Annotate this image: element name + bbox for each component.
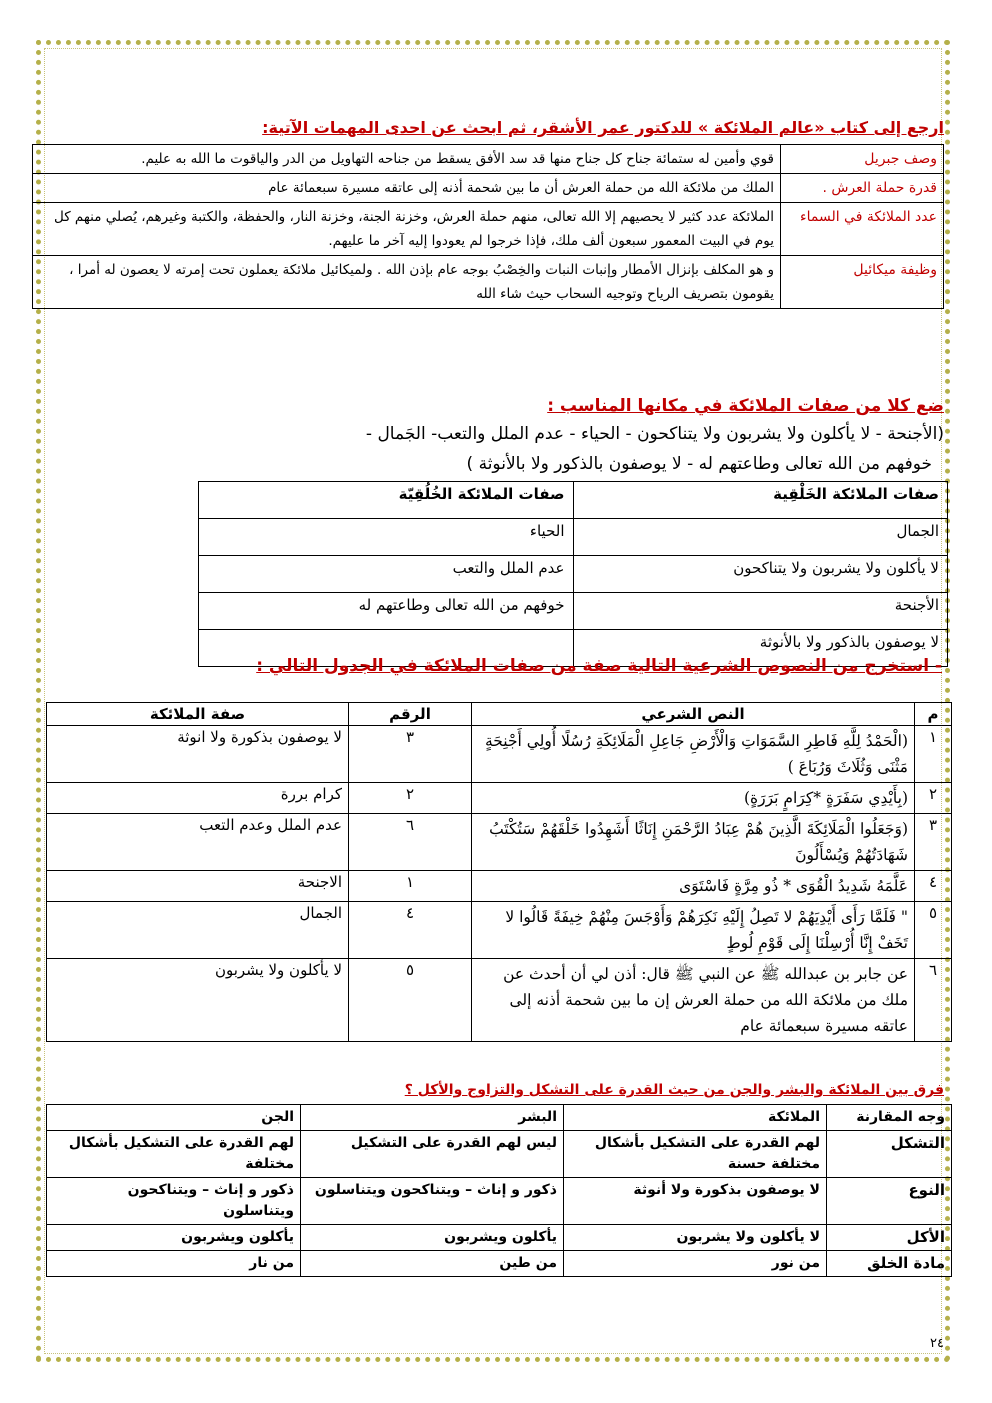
angels-cell: لا يأكلون ولا يشربون: [564, 1225, 827, 1251]
khuluqiya-trait: خوفهم من الله تعالى وطاعتهم له: [199, 593, 574, 630]
research-table: [32, 144, 944, 309]
angel-trait: الاجنحة: [47, 871, 349, 902]
table-row: [47, 959, 952, 1042]
table-row: [47, 814, 952, 871]
section4-heading: فرق بين الملائكة والبشر والجن من حيث القدرة على التشكل والتزاوج والأكل ؟: [404, 1082, 944, 1098]
section2-heading: ضع كلا من صفات الملائكة في مكانها المناسب :: [547, 396, 944, 416]
angels-cell: لا يوصفون بذكورة ولا أنوثة: [564, 1178, 827, 1225]
table-row: [47, 783, 952, 814]
table-row: [33, 174, 944, 203]
khalqiya-trait: الأجنحة: [573, 593, 948, 630]
col-khalqiya-header: صفات الملائكة الخَلْقِية: [573, 482, 948, 519]
jinn-cell: ذكور و إناث – ويتناكحون ويتناسلون: [47, 1178, 301, 1225]
sharia-text: عَلَّمَهُ شَدِيدُ الْقُوَى * ذُو مِرَّةٍ فَاسْتَوَى: [472, 871, 915, 902]
khuluqiya-trait: الحياء: [199, 519, 574, 556]
angel-trait: كرام بررة: [47, 783, 349, 814]
angel-trait: عدم الملل وعدم التعب: [47, 814, 349, 871]
angels-cell: من نور: [564, 1251, 827, 1277]
sharia-text: عن جابر بن عبدالله ﷺ عن النبي ﷺ قال: أذن لي أن أحدث عن ملك من ملائكة الله من حملة العرش إن ما بين شحمة أذنه إلى عاتقه مسيرة سبعمائة عام: [472, 959, 915, 1042]
section1-heading: ارجع إلى كتاب «عالم الملائكة » للدكتور عمر الأشقر، ثم ابحث عن احدى المهمات الآتية:: [262, 118, 944, 137]
col-trait-header: صفة الملائكة: [47, 703, 349, 726]
texts-table: [46, 702, 952, 1042]
table-row: [47, 871, 952, 902]
khalqiya-trait: لا يأكلون ولا يشربون ولا يتناكحون: [573, 556, 948, 593]
row-index: ٥: [915, 902, 952, 959]
table-row: [47, 1131, 952, 1178]
page-number: ٢٤: [930, 1336, 944, 1351]
research-answer: و هو المكلف بإنزال الأمطار وإنبات النبات والخِصْبُ بوجه عام بإذن الله . ولميكائيل ملائكة يعملون تحت إمرته لا يعصون له أمرا ، يقومون بتصريف الرياح وتوجيه السحاب حيث شاء الله: [33, 256, 781, 309]
col-m-header: م: [915, 703, 952, 726]
table-row: [47, 726, 952, 783]
humans-cell: من طين: [301, 1251, 564, 1277]
col-jinn-header: الجن: [47, 1105, 301, 1131]
angel-trait: الجمال: [47, 902, 349, 959]
row-index: ٢: [915, 783, 952, 814]
khalqiya-trait: الجمال: [573, 519, 948, 556]
answer-number: ٦: [349, 814, 472, 871]
jinn-cell: من نار: [47, 1251, 301, 1277]
angels-cell: لهم القدرة على التشكيل بأشكال مختلفة حسنة: [564, 1131, 827, 1178]
traits-classification-table: [198, 481, 948, 667]
answer-number: ٢: [349, 783, 472, 814]
table-row: [47, 902, 952, 959]
col-text-header: النص الشرعي: [472, 703, 915, 726]
research-topic: وصف جبريل: [781, 145, 944, 174]
humans-cell: ذكور و إناث – ويتناكحون ويتناسلون: [301, 1178, 564, 1225]
research-topic: وظيفة ميكائيل: [781, 256, 944, 309]
comparison-aspect: النوع: [827, 1178, 952, 1225]
sharia-text: (وَجَعَلُوا الْمَلَائِكَةَ الَّذِينَ هُمْ عِبَادُ الرَّحْمَنِ إِنَاثًا أَشَهِدُوا خَلْقَهُمْ سَتُكْتَبُ شَهَادَتُهُمْ وَيُسْأَلُونَ: [472, 814, 915, 871]
table-row: [199, 519, 948, 556]
answer-number: ١: [349, 871, 472, 902]
row-index: ١: [915, 726, 952, 783]
col-khuluqiya-header: صفات الملائكة الخُلُقِيّة: [199, 482, 574, 519]
row-index: ٣: [915, 814, 952, 871]
research-topic: عدد الملائكة في السماء: [781, 203, 944, 256]
row-index: ٦: [915, 959, 952, 1042]
humans-cell: يأكلون ويشربون: [301, 1225, 564, 1251]
comparison-aspect: الأكل: [827, 1225, 952, 1251]
sharia-text: (بِأَيْدِي سَفَرَةٍ *كِرَامٍ بَرَرَةٍ): [472, 783, 915, 814]
row-index: ٤: [915, 871, 952, 902]
sharia-text: " فَلَمَّا رَأَى أَيْدِيَهُمْ لا تَصِلُ إِلَيْهِ نَكِرَهُمْ وَأَوْجَسَ مِنْهُمْ خِيفَةً قَالُوا لا تَخَفْ إِنَّا أُرْسِلْنَا إِلَى قَوْمِ لُوطٍ: [472, 902, 915, 959]
word-bank-line1: (الأجنحة - لا يأكلون ولا يشربون ولا يتناكحون - الحياء - عدم الملل والتعب- الجَمال -: [365, 424, 944, 444]
col-aspect-header: وجه المقارنة: [827, 1105, 952, 1131]
jinn-cell: لهم القدرة على التشكيل بأشكال مختلفة: [47, 1131, 301, 1178]
angel-trait: لا يوصفون بذكورة ولا انوثة: [47, 726, 349, 783]
angel-trait: لا يأكلون ولا يشربون: [47, 959, 349, 1042]
research-topic: قدرة حملة العرش .: [781, 174, 944, 203]
table-row: [47, 1251, 952, 1277]
table-row: [199, 556, 948, 593]
comparison-table: [46, 1104, 952, 1277]
comparison-aspect: مادة الخلق: [827, 1251, 952, 1277]
table-row: [33, 256, 944, 309]
word-bank-line2: خوفهم من الله تعالى وطاعتهم له - لا يوصفون بالذكور ولا بالأنوثة ): [466, 454, 932, 474]
col-num-header: الرقم: [349, 703, 472, 726]
table-row: [47, 1225, 952, 1251]
col-angels-header: الملائكة: [564, 1105, 827, 1131]
answer-number: ٣: [349, 726, 472, 783]
khuluqiya-trait: عدم الملل والتعب: [199, 556, 574, 593]
table-row: [33, 145, 944, 174]
research-answer: قوي وأمين له ستمائة جناح كل جناح منها قد سد الأفق يسقط من جناحه التهاويل من الدر والياقوت ما الله به عليم.: [33, 145, 781, 174]
khalqiya-trait: لا يوصفون بالذكور ولا بالأنوثة: [573, 630, 948, 667]
research-answer: الملائكة عدد كثير لا يحصيهم إلا الله تعالى، منهم حملة العرش، وخزنة الجنة، وخزنة النار، والحفظة، والكتبة وغيرهم، يُصلي منهم كل يوم في البيت المعمور سبعون ألف ملك، فإذا خرجوا لم يعودوا إليه آخر ما عليهم.: [33, 203, 781, 256]
answer-number: ٤: [349, 902, 472, 959]
humans-cell: ليس لهم القدرة على التشكيل: [301, 1131, 564, 1178]
jinn-cell: يأكلون ويشربون: [47, 1225, 301, 1251]
answer-number: ٥: [349, 959, 472, 1042]
table-row: [33, 203, 944, 256]
section3-heading: - استخرج من النصوص الشرعية التالية صفة من صفات الملائكة في الجدول التالي :: [256, 656, 942, 676]
comparison-aspect: التشكل: [827, 1131, 952, 1178]
table-row: [199, 593, 948, 630]
research-answer: الملك من ملائكة الله من حملة العرش أن ما بين شحمة أذنه إلى عاتقه مسيرة سبعمائة عام: [33, 174, 781, 203]
sharia-text: (الْحَمْدُ لِلَّهِ فَاطِرِ السَّمَوَاتِ وَالْأَرْضِ جَاعِلِ الْمَلَائِكَةِ رُسُلًا أُولِي أَجْنِحَةٍ مَثْنَى وَثُلَاثَ وَرُبَاعَ ): [472, 726, 915, 783]
table-row: [47, 1178, 952, 1225]
col-humans-header: البشر: [301, 1105, 564, 1131]
